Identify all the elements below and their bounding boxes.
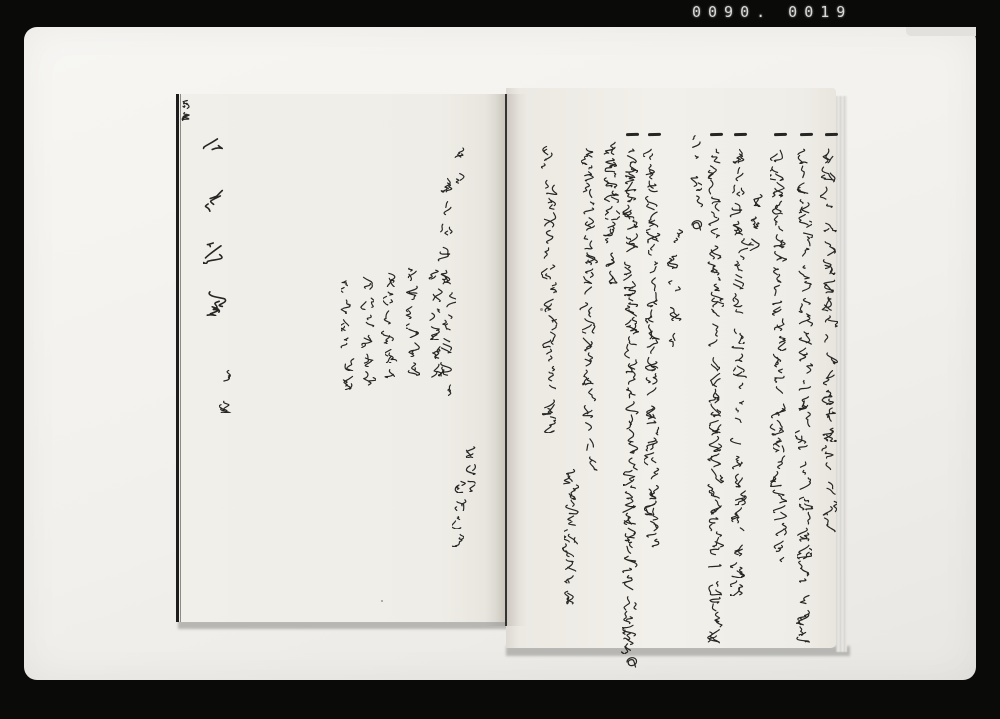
handwritten-glyph	[668, 332, 682, 351]
handwritten-glyph	[666, 254, 680, 273]
handwritten-glyph	[541, 416, 556, 437]
handwritten-glyph	[405, 285, 419, 304]
item-marker-ichi	[626, 133, 639, 136]
handwritten-glyph	[669, 228, 683, 247]
film-frame-counter: 0090. 0019	[692, 3, 853, 21]
handwritten-glyph	[341, 280, 355, 299]
handwritten-glyph	[795, 626, 810, 647]
item-marker-ichi	[825, 133, 838, 136]
handwritten-glyph	[429, 325, 443, 344]
handwritten-glyph	[360, 333, 374, 352]
handwritten-glyph	[465, 477, 477, 496]
handwritten-glyph	[384, 367, 398, 386]
handwritten-glyph	[750, 192, 764, 211]
handwritten-glyph	[383, 310, 397, 329]
item-marker-ichi	[648, 133, 661, 136]
handwritten-glyph	[454, 146, 468, 165]
handwritten-glyph	[201, 134, 225, 164]
item-marker-ichi	[774, 133, 787, 136]
handwritten-glyph	[203, 238, 227, 268]
open-manuscript-book	[176, 86, 838, 671]
handwritten-glyph	[454, 172, 468, 191]
handwritten-glyph	[454, 496, 467, 515]
handwritten-glyph	[385, 272, 399, 291]
book-spine-fold	[505, 94, 507, 626]
handwritten-glyph	[747, 236, 761, 255]
handwritten-glyph	[439, 176, 454, 197]
handwritten-glyph	[583, 454, 598, 475]
handwritten-glyph	[363, 314, 377, 333]
handwritten-glyph	[603, 268, 618, 289]
handwritten-glyph	[749, 214, 763, 233]
handwritten-glyph	[429, 363, 443, 382]
handwritten-glyph	[360, 295, 374, 314]
kao-flourish-mark	[624, 654, 639, 674]
handwritten-glyph	[707, 627, 722, 648]
handwritten-glyph	[181, 106, 190, 125]
handwritten-glyph	[730, 579, 745, 600]
handwritten-glyph	[363, 352, 377, 371]
handwritten-glyph	[772, 555, 787, 576]
kao-flourish-mark	[689, 217, 704, 237]
handwritten-glyph	[222, 368, 235, 387]
handwritten-glyph	[361, 276, 375, 295]
handwritten-glyph	[646, 531, 661, 552]
paper-speck	[381, 600, 383, 602]
handwritten-glyph	[406, 323, 420, 342]
handwritten-glyph	[203, 186, 227, 216]
handwritten-glyph	[405, 266, 419, 285]
handwritten-glyph	[687, 154, 702, 175]
handwritten-glyph	[439, 199, 454, 220]
handwritten-glyph	[688, 194, 703, 215]
handwritten-glyph	[342, 356, 356, 375]
handwritten-glyph	[428, 306, 442, 325]
handwritten-glyph	[403, 304, 417, 323]
handwritten-glyph	[690, 134, 705, 155]
handwritten-glyph	[453, 478, 466, 497]
handwritten-glyph	[822, 517, 837, 538]
handwritten-glyph	[340, 337, 354, 356]
handwritten-glyph	[437, 245, 452, 266]
handwritten-glyph	[430, 344, 444, 363]
handwritten-glyph	[341, 318, 355, 337]
handwritten-glyph	[668, 280, 682, 299]
handwritten-glyph	[362, 371, 376, 390]
handwritten-glyph	[428, 268, 442, 287]
handwritten-glyph	[668, 306, 682, 325]
handwritten-glyph	[563, 588, 578, 609]
handwritten-glyph	[219, 398, 232, 417]
handwritten-glyph	[383, 291, 397, 310]
handwritten-glyph	[452, 514, 465, 533]
handwritten-glyph	[385, 348, 399, 367]
item-marker-ichi	[800, 133, 813, 136]
handwritten-glyph	[341, 375, 355, 394]
handwritten-glyph	[204, 290, 228, 320]
handwritten-glyph	[439, 222, 454, 243]
handwritten-glyph	[429, 287, 443, 306]
handwritten-glyph	[687, 174, 702, 195]
handwritten-glyph	[440, 383, 455, 404]
handwritten-glyph	[407, 342, 421, 361]
item-marker-ichi	[734, 133, 747, 136]
handwritten-glyph	[451, 532, 464, 551]
mat-corner-highlight	[906, 27, 976, 36]
handwritten-glyph	[406, 361, 420, 380]
handwritten-glyph	[339, 299, 353, 318]
handwritten-glyph	[381, 329, 395, 348]
item-marker-ichi	[710, 133, 723, 136]
